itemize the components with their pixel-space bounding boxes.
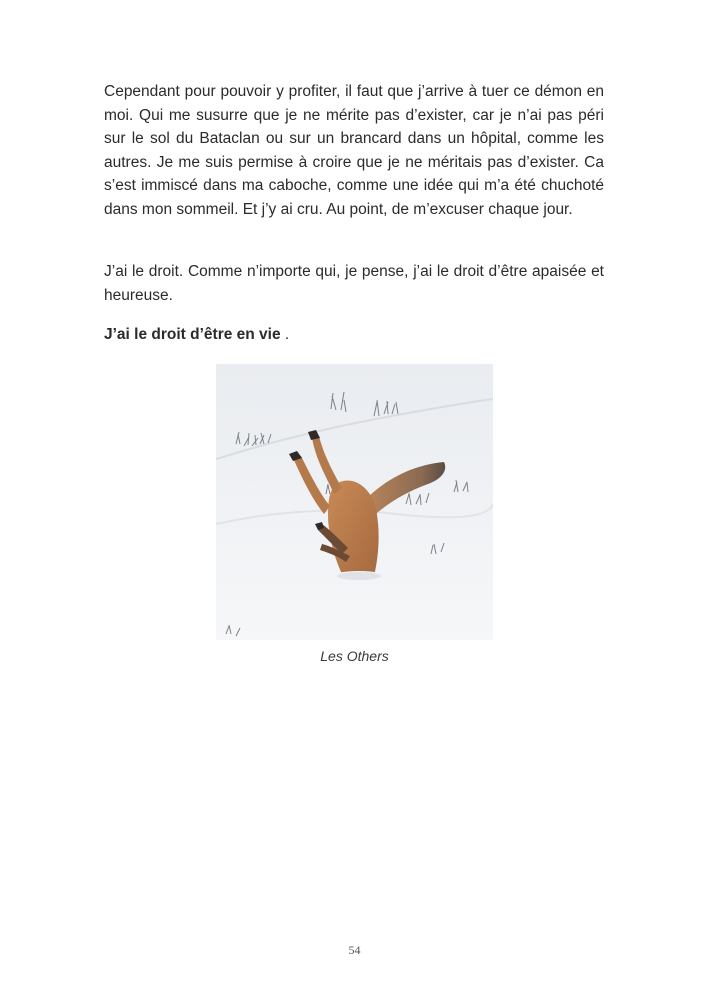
bold-statement: J’ai le droit d’être en vie xyxy=(104,326,281,343)
paragraph-3 xyxy=(104,323,604,347)
fox-diving-illustration xyxy=(216,364,493,640)
statement-period: . xyxy=(280,326,290,343)
paragraph-2: J’ai le droit. Comme n’importe qui, je pense, j’ai le droit d’être apaisée et heureuse. xyxy=(104,263,604,304)
paragraph-1: Cependant pour pouvoir y profiter, il faut que j’arrive à tuer ce démon en moi. Qui me susurre que je ne mérite pas d’exister, car je n’ai pas péri sur le sol du Bataclan ou sur un brancard dans un hôpital, comme les autres. Je me suis permise à croire que je ne méritais pas d’exister. Ca s’est immiscé dans ma caboche, comme une idée qui m’a été chuchoté dans mon sommeil. Et j’y ai cru. Au point, de m’excuser chaque jour. xyxy=(104,83,604,218)
page-number: 54 xyxy=(348,943,361,957)
fox-in-snow-photo xyxy=(216,364,493,640)
figure-caption: Les Others xyxy=(320,648,389,664)
